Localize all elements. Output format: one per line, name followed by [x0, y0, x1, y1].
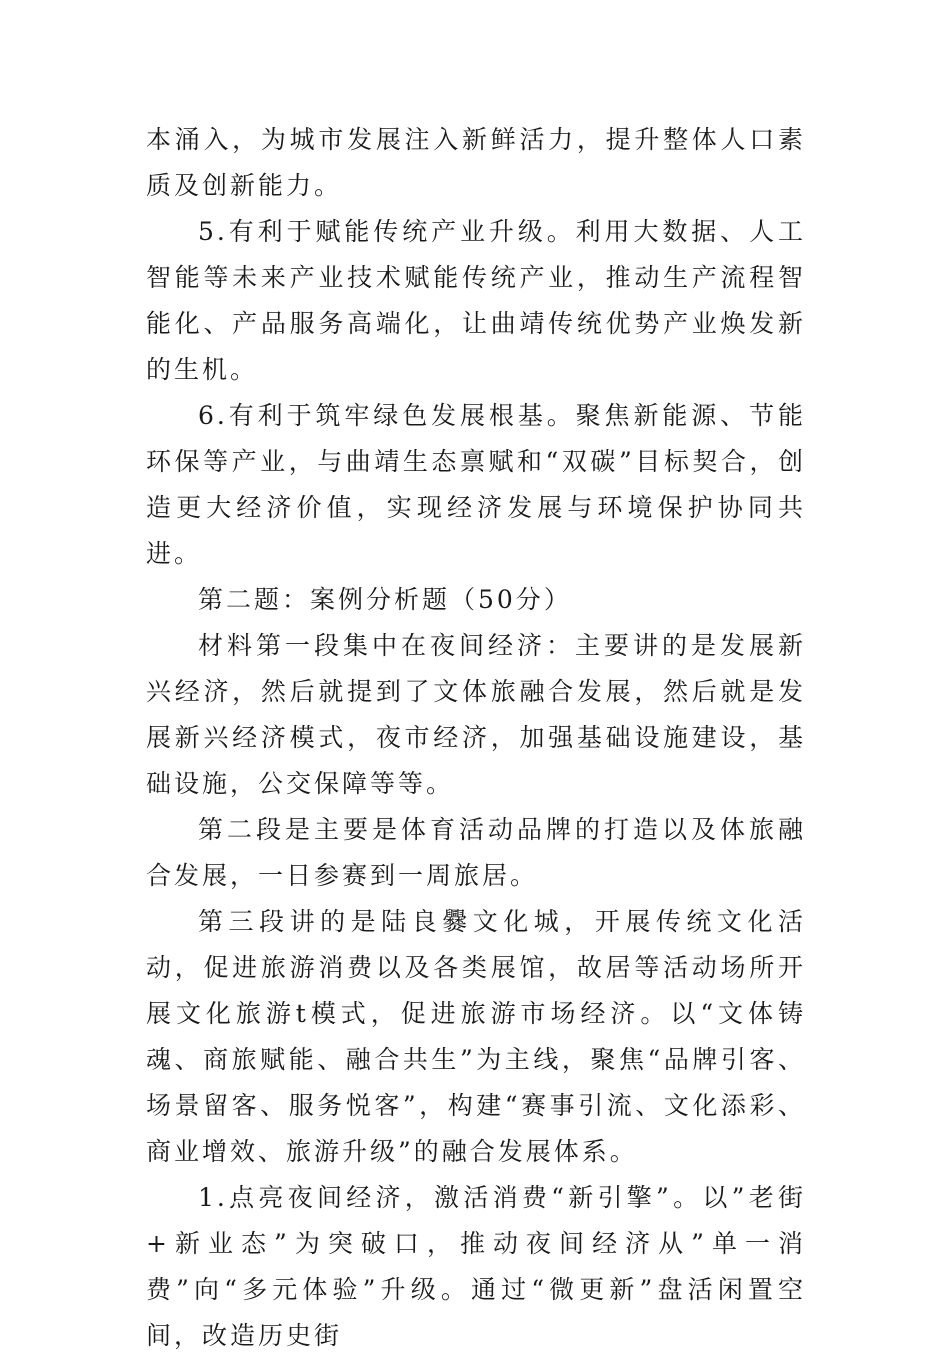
- paragraph-material-first-section: 材料第一段集中在夜间经济：主要讲的是发展新兴经济，然后就提到了文体旅融合发展，然后就是发展新兴经济模式，夜市经济，加强基础设施建设，基础设施，公交保障等等。: [146, 631, 806, 798]
- paragraph-point-5: 5.有利于赋能传统产业升级。利用大数据、人工智能等未来产业技术赋能传统产业，推动生产流程智能化、产品服务高端化，让曲靖传统优势产业焕发新的生机。: [146, 217, 806, 384]
- paragraph-material-third-section: 第三段讲的是陆良爨文化城，开展传统文化活动，促进旅游消费以及各类展馆，故居等活动场所开展文化旅游t模式，促进旅游市场经济。以“文体铸魂、商旅赋能、融合共生”为主线，聚焦“品牌引客、场景留客、服务悦客”，构建“赛事引流、文化添彩、商业增效、旅游升级”的融合发展体系。: [146, 907, 806, 1166]
- document-body: [146, 117, 806, 1359]
- section-heading-question-2: 第二题：案例分析题（50分）: [198, 585, 572, 614]
- paragraph-continuation: 本涌入，为城市发展注入新鲜活力，提升整体人口素质及创新能力。: [146, 125, 806, 200]
- paragraph-point-1-night-economy: 1.点亮夜间经济，激活消费“新引擎”。以”老街+新业态”为突破口，推动夜间经济从”单一消费”向“多元体验”升级。通过“微更新”盘活闲置空间，改造历史街: [146, 1183, 806, 1350]
- paragraph-point-6: 6.有利于筑牢绿色发展根基。聚焦新能源、节能环保等产业，与曲靖生态禀赋和“双碳”目标契合，创造更大经济价值，实现经济发展与环境保护协同共进。: [146, 401, 806, 568]
- paragraph-material-second-section: 第二段是主要是体育活动品牌的打造以及体旅融合发展，一日参赛到一周旅居。: [146, 815, 806, 890]
